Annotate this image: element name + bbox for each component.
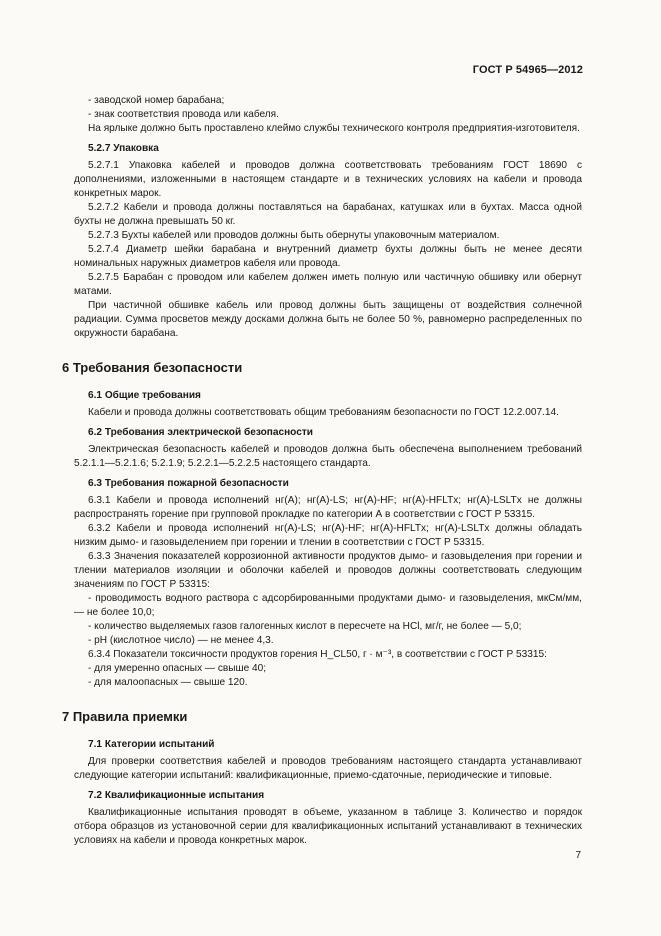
paragraph: 6.3.2 Кабели и провода исполнений нг(А)-LS; нг(А)-HF; нг(А)-HFLTx; нг(А)-LSLTx должны обладать низким дымо- и газовыделением при горении и тлении в соответствии с ГОСТ Р 53315. bbox=[74, 523, 582, 548]
paragraph: На ярлыке должно быть проставлено клеймо службы технического контроля предприятия-изготовителя. bbox=[88, 123, 580, 134]
paragraph: Кабели и провода должны соответствовать общим требованиям безопасности по ГОСТ 12.2.007.14. bbox=[88, 407, 559, 418]
bullet-item: - проводимость водного раствора с адсорбированными продуктами дымо- и газовыделения, мкСм/мм, — не более 10,0; bbox=[74, 593, 582, 618]
bullet-item: - для малоопасных — свыше 120. bbox=[88, 677, 248, 688]
subsection-heading: 6.3 Требования пожарной безопасности bbox=[88, 478, 289, 489]
document-body bbox=[62, 94, 582, 848]
subsection-heading: 5.2.7 Упаковка bbox=[88, 143, 159, 154]
paragraph: 5.2.7.2 Кабели и провода должны поставляться на барабанах, катушках или в бухтах. Масса одной бухты не должна превышать 50 кг. bbox=[74, 202, 582, 227]
page-number: 7 bbox=[575, 850, 581, 861]
paragraph: 5.2.7.5 Барабан с проводом или кабелем должен иметь полную или частичную обшивку или обернут матами. bbox=[74, 272, 582, 297]
paragraph: Квалификационные испытания проводят в объеме, указанном в таблице 3. Количество и порядок отбора образцов из установочной серии для квалификационных испытаний устанавливают в технических условиях на кабели и провода конкретных марок. bbox=[74, 807, 582, 846]
section-heading: 7 Правила приемки bbox=[62, 709, 188, 724]
bullet-item: - заводской номер барабана; bbox=[88, 95, 225, 106]
paragraph: Для проверки соответствия кабелей и проводов требованиям настоящего стандарта устанавливают следующие категории испытаний: квалификационные, приемо-сдаточные, периодические и типовые. bbox=[74, 756, 582, 781]
paragraph: 5.2.7.1 Упаковка кабелей и проводов должна соответствовать требованиям ГОСТ 18690 с дополнениями, изложенными в настоящем стандарте и в технических условиях на кабели и провода конкретных марок. bbox=[74, 160, 582, 199]
document-code-header: ГОСТ Р 54965—2012 bbox=[472, 64, 583, 76]
subsection-heading: 6.1 Общие требования bbox=[88, 390, 201, 401]
paragraph: 6.3.1 Кабели и провода исполнений нг(А); нг(А)-LS; нг(А)-HF; нг(А)-HFLTx; нг(А)-LSLTx не должны распространять горение при групповой прокладке по категории А в соответствии с ГОСТ Р 53315. bbox=[74, 495, 582, 520]
subsection-heading: 6.2 Требования электрической безопасности bbox=[88, 427, 313, 438]
paragraph: Электрическая безопасность кабелей и проводов должна быть обеспечена выполнением требований 5.2.1.1—5.2.1.6; 5.2.1.9; 5.2.2.1—5.2.2.5 настоящего стандарта. bbox=[74, 444, 582, 469]
paragraph: 5.2.7.3 Бухты кабелей или проводов должны быть обернуты упаковочным материалом. bbox=[88, 230, 500, 241]
subsection-heading: 7.2 Квалификационные испытания bbox=[88, 790, 265, 801]
paragraph: 6.3.3 Значения показателей коррозионной активности продуктов дымо- и газовыделения при горении и тлении материалов изоляции и оболочки кабелей и проводов должны соответствовать следующим значениям по ГОСТ Р 53315: bbox=[74, 551, 582, 590]
bullet-item: - количество выделяемых газов галогенных кислот в пересчете на HCl, мг/г, не более — 5,0; bbox=[88, 621, 522, 632]
paragraph: 5.2.7.4 Диаметр шейки барабана и внутренний диаметр бухты должны быть не менее десяти номинальных наружных диаметров кабеля или провода. bbox=[74, 244, 582, 269]
paragraph: 6.3.4 Показатели токсичности продуктов горения H_CL50, г · м⁻³, в соответствии с ГОСТ Р 53315: bbox=[88, 649, 547, 660]
bullet-item: - для умеренно опасных — свыше 40; bbox=[88, 663, 267, 674]
bullet-item: - pH (кислотное число) — не менее 4,3. bbox=[88, 635, 274, 646]
paragraph: При частичной обшивке кабель или провод должны быть защищены от воздействия солнечной радиации. Сумма просветов между досками должна быть не более 50 %, равномерно распределенных по окружности барабана. bbox=[74, 300, 582, 339]
bullet-item: - знак соответствия провода или кабеля. bbox=[88, 109, 279, 120]
subsection-heading: 7.1 Категории испытаний bbox=[88, 739, 215, 750]
section-heading: 6 Требования безопасности bbox=[62, 360, 243, 375]
